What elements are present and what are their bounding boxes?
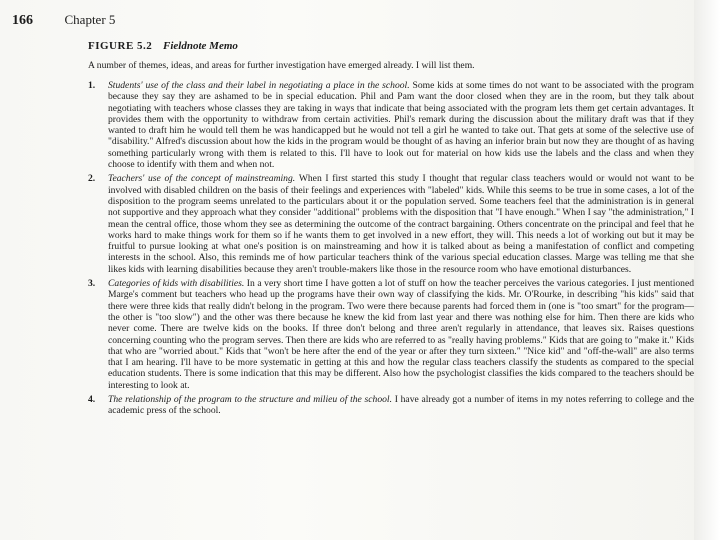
item-heading: Students' use of the class and their label in negotiating a place in the school. [108, 80, 413, 91]
item-heading: Categories of kids with disabilities. [108, 278, 247, 290]
figure-caption [88, 40, 238, 52]
page-gutter [694, 0, 720, 540]
item-number: 3. [88, 278, 96, 290]
item-number: 2. [88, 173, 96, 185]
memo-item [88, 394, 694, 417]
item-number: 1. [88, 80, 96, 91]
figure-label: FIGURE 5.2 [88, 40, 153, 52]
memo-item [88, 80, 694, 171]
item-body: I have already got a number of items in my notes referring to college and the academic press of the school. [108, 394, 694, 417]
memo-item [88, 173, 694, 275]
chapter-label: Chapter 5 [64, 12, 116, 27]
item-body: Some kids at some times do not want to be associated with the program because they say they are ashamed to be in special education. Phil and Pam want the door closed when they are in the room, but they talk about negotiating with teachers whose classes they are taking in ways that indicate that being associated with the program lets them get certain advantages. It provides them with the opportunity to withdraw from certain activities. Phil's remark during the discussion about the military draft was that if they wanted to draft him he would tell them he was handicapped but he would not tell a girl he wanted to take out. That gets at some of the selective use of "disability." Alfred's discussion about how the kids in the program would be thought of as having an inferior brain but now they are thought of as having something particularly wrong with them is related to this. I'll have to look out for material on how kids use the labels and the class and when they choose to identify with them and when not. [108, 80, 694, 171]
page-number: 166 [12, 13, 33, 28]
memo-item [88, 278, 695, 391]
item-number: 4. [88, 394, 96, 406]
item-body: When I first started this study I thought that regular class teachers would or would not want to be involved with disabled children on the basis of their feelings and experiences with "labeled" kids. While this seems to be true in some cases, a lot of the disposition to the program seems unrelated to the particulars about it or the population served. Some teachers feel that the administration is in general not supportive and they approach what they consider "additional" problems with the disposition that "I have enough." When I say "the administration," I mean the central office, those whom they see as determining the outcome of the contract bargaining. Others concentrate on the principal and feel that he works hard to make things work for them so if he wants them to get involved in a new effort, they will. This needs a lot of working out but it may be fruitful to pursue looking at what one's position is on mainstreaming and how it is talked about as being a manifestation of conflict and competing interests in the school. Also, this reminds me of how particular teachers think of the various special education classes. Marge was telling me that she likes kids with learning disabilities because they aren't trouble-makers like those in the resource room who have emotional disturbances. [108, 173, 694, 275]
intro-paragraph: A number of themes, ideas, and areas for further investigation have emerged already. I will list them. [88, 60, 475, 71]
running-head [12, 12, 115, 29]
item-heading: Teachers' use of the concept of mainstreaming. [108, 173, 299, 185]
item-body: In a very short time I have gotten a lot of stuff on how the teacher perceives the various categories. I just mentioned Marge's comment but teachers who head up the programs have their own way of classifying the kids. Mr. O'Rourke, in describing "his kids" said that there were three kids that really didn't belong in the program. Two were there because parents had forced them in (one is "too smart" for the program—the other is "too slow") and the other was there because he knew the kid from last year and there was nothing else for him. Then there are kids who never come. There are twelve kids on the books. If three don't belong and three aren't regularly in attendance, that leaves six. Raises questions concerning counting who the program serves. Then there are kids who are referred to as "really having problems." Kids that are going to "make it." Kids that who are "worried about." Kids that "won't be here after the end of the year or after they turn sixteen." "Nice kid" and "off-the-wall" are also terms that I am hearing. I'll have to be more systematic in getting at this and how the regular class teachers classify the students as compared to the special education students. There is some indication that this may be different. Also how the psychologist classifies the kids compared to the teachers should be interesting to look at. [108, 278, 695, 391]
item-heading: The relationship of the program to the structure and milieu of the school. [108, 394, 395, 406]
figure-title: Fieldnote Memo [163, 40, 238, 52]
memo-list [88, 80, 695, 420]
